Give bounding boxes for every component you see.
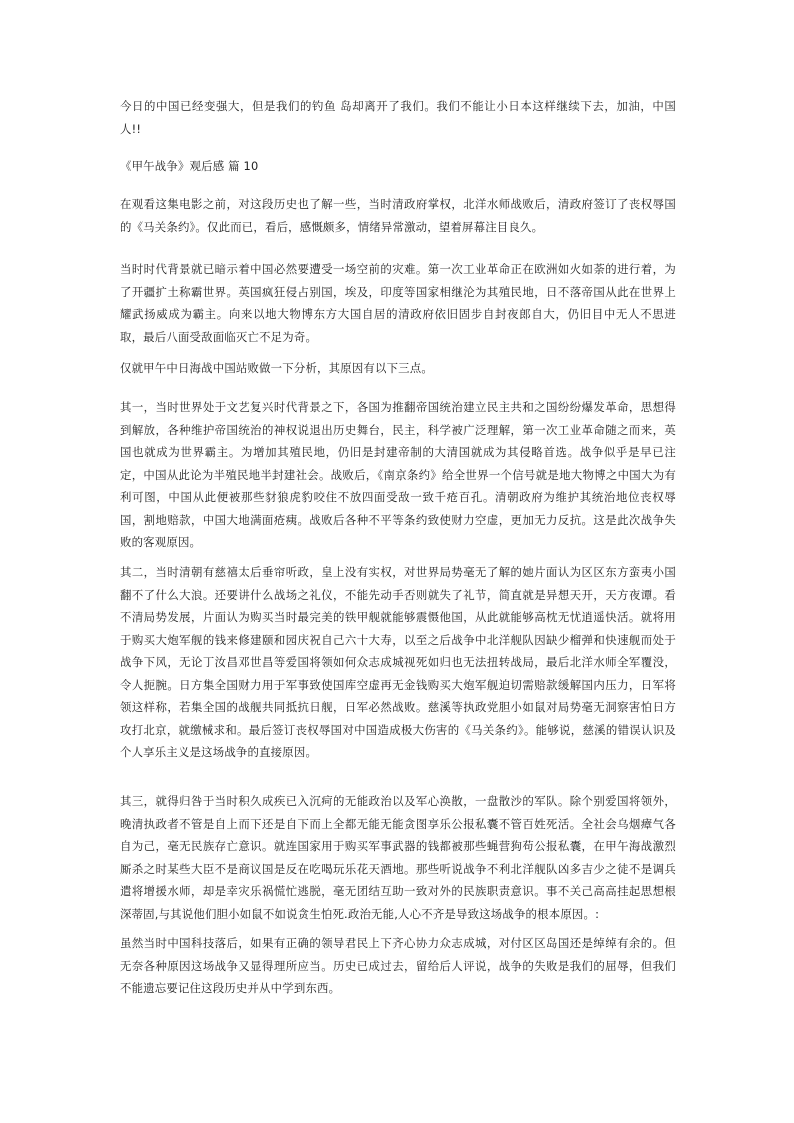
paragraph-intro: 今日的中国已经变强大，但是我们的钓鱼 岛却离开了我们。我们不能让小日本这样继续下去，加油，中国人!! <box>120 99 676 136</box>
paragraph-background: 当时时代背景就已暗示着中国必然要遭受一场空前的灾难。第一次工业革命正在欧洲如火如荼的进行着，为了开疆扩土称霸世界。英国疯狂侵占别国，埃及，印度等国家相继沦为其殖民地，日不落帝国从此在世界上耀武扬威成为霸主。向来以地大物博东方大国自居的清政府依旧固步自封夜郎自大，仍旧目中无人不思进取，最后八面受敌面临灭亡不足为奇。 <box>120 262 676 344</box>
section-heading: 《甲午战争》观后感 篇 10 <box>120 159 259 173</box>
paragraph-analysis: 仅就甲午中日海战中国站败做一下分析，其原因有以下三点。 <box>120 361 433 375</box>
paragraph-conclusion: 虽然当时中国科技落后，如果有正确的领导君民上下齐心协力众志成城，对付区区岛国还是绰绰有余的。但无奈各种原因这场战争又显得理所应当。历史已成过去，留给后人评说，战争的失败是我们的屈辱，但我们不能遗忘要记住这段历史并从中学到东西。 <box>120 936 676 995</box>
paragraph-reason-two: 其二，当时清朝有慈禧太后垂帘听政，皇上没有实权，对世界局势毫无了解的她片面认为区区东方蛮夷小国翻不了什么大浪。还要讲什么战场之礼仪，不能先动手否则就失了礼节，简直就是异想天开，天方夜谭。看不清局势发展，片面认为购买当时最完美的铁甲舰就能够震慑他国，从此就能够高枕无忧逍遥快活。就将用于购买大炮军舰的钱来修建颐和园庆祝自己六十大寿，以至之后战争中北洋舰队因缺少榴弹和快速舰而处于战争下风，无论丁汝昌邓世昌等爱国将领如何众志成城视死如归也无法扭转战局，最后北洋水师全军覆没，令人扼腕。日方集全国财力用于军事致使国库空虚再无金钱购买大炮军舰迫切需赔款缓解国内压力，日军将领这样称，若集全国的战舰共同抵抗日舰，日军必然战败。慈溪等执政党胆小如鼠对局势毫无洞察害怕日方攻打北京，就缴械求和。最后签订丧权辱国对中国造成极大伤害的《马关条约》。能够说，慈溪的错误认识及个人享乐主义是这场战争的直接原因。 <box>120 565 676 759</box>
paragraph-preface: 在观看这集电影之前，对这段历史也了解一些，当时清政府掌权，北洋水师战败后，清政府签订了丧权辱国的《马关条约》。仅此而已，看后，感慨颇多，情绪异常激动，望着屏幕注目良久。 <box>120 197 676 234</box>
paragraph-reason-one: 其一，当时世界处于文艺复兴时代背景之下，各国为推翻帝国统治建立民主共和之国纷纷爆发革命，思想得到解放，各种维护帝国统治的神权说退出历史舞台，民主，科学被广泛理解，第一次工业革命随之而来，英国也就成为世界霸主。为增加其殖民地，仍旧是封建帝制的大清国就成为其侵略首选。战争似乎是早已注定，中国从此论为半殖民地半封建社会。战败后，《南京条约》给全世界一个信号就是地大物博之中国大为有利可图，中国从此便被那些豺狼虎豹咬住不放四面受敌一致千疮百孔。清朝政府为维护其统治地位丧权辱国，割地赔款，中国大地满面疮痍。战败后各种不平等条约致使财力空虚，更加无力反抗。这是此次战争失败的客观原因。 <box>120 400 676 549</box>
paragraph-reason-three: 其三，就得归咎于当时积久成疾已入沉疴的无能政治以及军心涣散，一盘散沙的军队。除个别爱国将领外，晚清执政者不管是自上而下还是自下而上全都无能无能贪图享乐公报私囊不管百姓死活。全社会乌烟瘴气各自为己，毫无民族存亡意识。就连国家用于购买军事武器的钱都被那些蝇营狗苟公报私囊，在甲午海战激烈厮杀之时某些大臣不是商议国是反在吃喝玩乐花天酒地。那些听说战争不利北洋舰队凶多吉少之徒不是调兵遣将增援水师，却是幸灾乐祸慌忙逃脱，毫无团结互助一致对外的民族职责意识。事不关己高高挂起思想根深蒂固,与其说他们胆小如鼠不如说贪生怕死.政治无能,人心不齐是导致这场战争的根本原因。: <box>120 794 676 921</box>
